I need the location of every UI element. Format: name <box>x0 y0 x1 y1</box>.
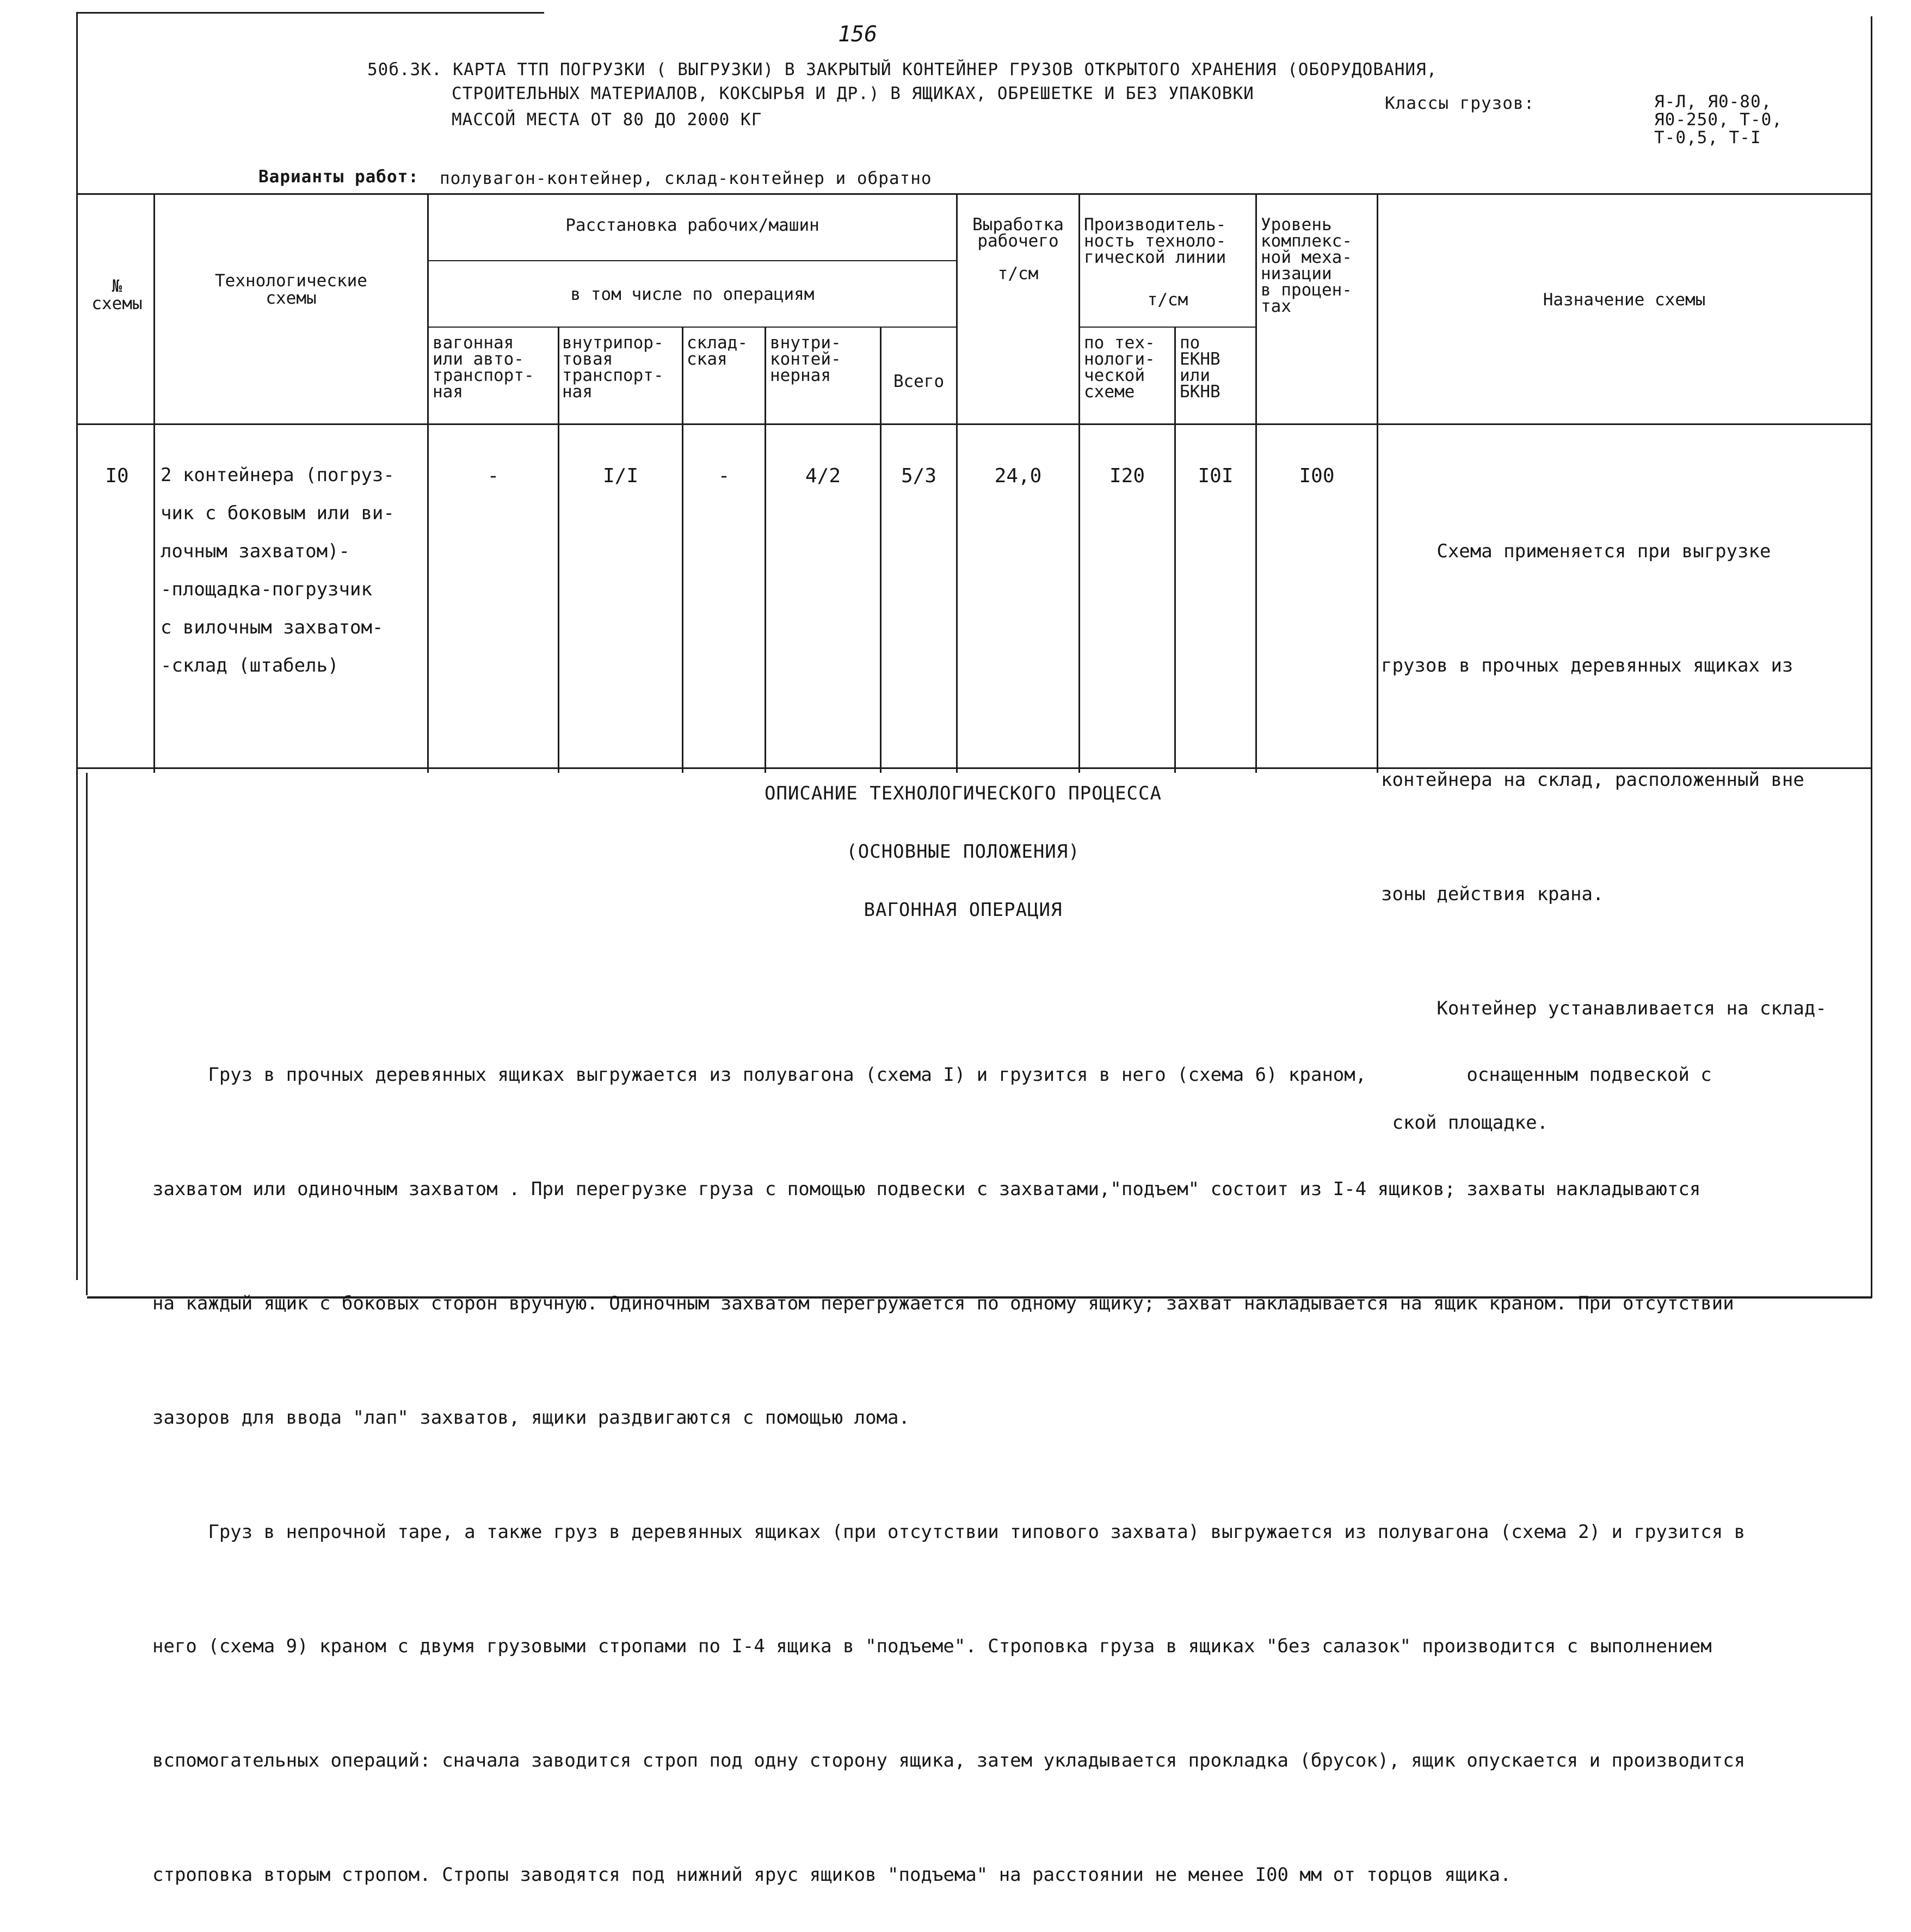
row-by-ekniv: I0I <box>1198 465 1234 487</box>
classes-line-1: Я-Л, Я0-80, <box>1654 92 1772 112</box>
col-line-11 <box>1377 193 1378 773</box>
row-intraport: I/I <box>602 465 639 487</box>
header-scheme-no: № схемы <box>91 276 143 313</box>
description-body: Груз в прочных деревянных ящиках выгружается из полувагона (схема I) и грузится в него (схема 6) краном, оснащенным подвеской с захватом или одиночным захватом . При перегрузке груза с помощью подвески с захватами,"подъем" состоит из I-4 ящиков; захваты накладываются на каждый ящик с боковых сторон вручную. Одиночным захватом перегружается по одному ящику; захват накладывается на ящик краном. При отсутствии зазоров для ввода "лап" захватов, ящики раздвигаются с помощью лома. Груз в непрочной таре, а также груз в деревянных ящиках (при отсутствии типового захвата) выгружается из полувагона (схема 2) и грузится в него (схема 9) краном с двумя грузовыми стропами по I-4 ящика в "подъеме". Строповка груза в ящиках "без салазок" производится с выполнением вспомогательных операций: сначала заводится строп под одну сторону ящика, затем укладывается прокладка (брусок), ящик опускается и производится строповка вторым стропом. Стропы заводятся под нижний ярус ящиков "подъема" на расстоянии не менее I00 мм от торцов ящика. <box>152 1064 1746 1886</box>
row-mechanization: I00 <box>1299 465 1335 487</box>
col-line-6 <box>880 327 881 773</box>
header-by-operations: в том числе по операциям <box>570 285 815 304</box>
placement-sub-line <box>427 260 958 261</box>
row-scheme-no: I0 <box>105 465 129 487</box>
header-purpose: Назначение схемы <box>1543 290 1706 310</box>
row-scheme-description: 2 контейнера (погруз- чик с боковым или ви- лочным захватом)- -площадка-погрузчик с вилочным захватом- -склад (штабель) <box>161 464 394 676</box>
row-output: 24,0 <box>994 465 1042 487</box>
variants-label: Варианты работ: <box>258 167 419 187</box>
header-by-scheme: по тех- нологи- ческой схеме <box>1084 333 1155 402</box>
page-number: 156 <box>838 22 878 47</box>
frame-top <box>76 12 544 14</box>
header-intracontainer: внутри- контей- нерная <box>770 333 841 385</box>
variants-value: полувагон-контейнер, склад-контейнер и обратно <box>440 169 932 188</box>
title-line-2: СТРОИТЕЛЬНЫХ МАТЕРИАЛОВ, КОКСЫРЬЯ И ДР.) В ЯЩИКАХ, ОБРЕШЕТКЕ И БЕЗ УПАКОВКИ <box>452 84 1254 103</box>
description-subheading: (ОСНОВНЫЕ ПОЛОЖЕНИЯ) <box>846 841 1080 863</box>
col-line-4 <box>682 327 683 773</box>
header-wagon: вагонная или авто- транспорт- ная <box>433 333 534 402</box>
frame-left <box>76 12 78 1280</box>
productivity-sub-line <box>1080 327 1257 328</box>
header-total: Всего <box>893 372 945 391</box>
header-output: Выработка рабочего т/см <box>972 215 1064 284</box>
header-prod-unit: т/см <box>1147 290 1188 310</box>
header-mechanization: Уровень комплекс- ной меха- низации в процен- тах <box>1261 215 1352 316</box>
title-line-3: МАССОЙ МЕСТА ОТ 80 ДО 2000 КГ <box>452 110 762 130</box>
header-by-ekniv: по ЕКНВ или БКНВ <box>1180 333 1220 402</box>
description-heading: ОПИСАНИЕ ТЕХНОЛОГИЧЕСКОГО ПРОЦЕССА <box>765 783 1162 804</box>
row-intracontainer: 4/2 <box>805 465 841 487</box>
row-wagon: - <box>487 465 500 487</box>
row-total: 5/3 <box>901 465 937 487</box>
classes-line-3: Т-0,5, Т-I <box>1654 128 1761 147</box>
row-purpose: Схема применяется при выгрузке грузов в прочных деревянных ящиках из контейнера на склад, расположенный вне зоны действия крана. Контейнер устанавливается на склад- ской площадке. <box>1381 540 1827 1134</box>
frame-right <box>1871 16 1872 1298</box>
col-line-3 <box>558 327 559 773</box>
classes-line-2: Я0-250, Т-0, <box>1654 110 1783 130</box>
title-line-1: 50б.3К. КАРТА ТТП ПОГРУЗКИ ( ВЫГРУЗКИ) В ЗАКРЫТЫЙ КОНТЕЙНЕР ГРУЗОВ ОТКРЫТОГО ХРАНЕНИЯ (ОБОРУДОВАНИЯ, <box>367 60 1438 79</box>
col-line-1 <box>153 193 155 773</box>
row-warehouse: - <box>718 465 730 487</box>
header-intraport: внутрипор- товая транспорт- ная <box>562 333 664 402</box>
header-warehouse: склад- ская <box>687 333 748 369</box>
operation-heading: ВАГОННАЯ ОПЕРАЦИЯ <box>864 899 1063 921</box>
col-line-5 <box>765 327 766 773</box>
col-line-9 <box>1174 327 1176 773</box>
row-by-scheme: I20 <box>1109 465 1145 487</box>
header-productivity: Производитель- ность техноло- гической линии <box>1084 215 1226 267</box>
operations-sub-line <box>427 327 958 328</box>
header-bottom-line <box>76 423 1872 425</box>
header-placement: Расстановка рабочих/машин <box>565 216 819 235</box>
table-top-line <box>76 193 1872 195</box>
header-tech-schemes: Технологические схемы <box>215 271 367 308</box>
classes-label: Классы грузов: <box>1385 94 1535 113</box>
